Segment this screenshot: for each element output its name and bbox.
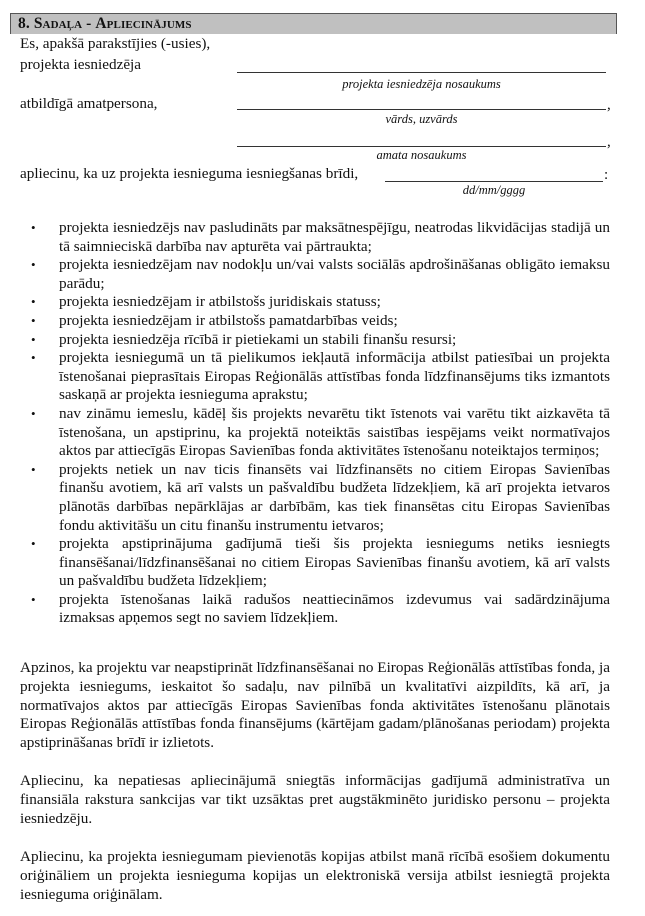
bullet-icon: •: [31, 461, 36, 477]
submission-date-label: apliecinu, ka uz projekta iesnieguma iesniegšanas brīdi,: [20, 165, 359, 182]
intro-line-signatory: Es, apakšā parakstījies (-usies),: [20, 35, 211, 52]
bullet-icon: •: [31, 331, 36, 347]
list-item: • projekta īstenošanas laikā radušos neattiecināmos izdevumus vai sadārdzinājuma izmaksas apņemos segt no saviem līdzekļiem.: [31, 590, 610, 627]
bullet-icon: •: [31, 591, 36, 607]
section-title: [18, 15, 192, 33]
paragraph-copies-declaration: Apliecinu, ka projekta iesniegumam pievienotās kopijas atbilst manā rīcībā esošiem dokumentu oriģināliem un projekta iesnieguma kopijas un elektroniskā versija atbilst iesniegtā projekta iesnieguma oriģinālam.: [20, 848, 610, 903]
paragraph-sanctions-notice: Apliecinu, ka nepatiesas apliecinājumā sniegtās informācijas gadījumā administratīva un finansiāla rakstura sankcijas var tikt uzsāktas pret augstākminēto juridisko personu – projekta iesniedzēju.: [20, 772, 610, 827]
paragraph-rejection-notice: Apzinos, ka projektu var neapstiprināt līdzfinansēšanai no Eiropas Reģionālās attīstības fonda, ja projekta iesniegums, ieskaitot šo sadaļu, nav pilnībā un kvalitatīvi aizpildīts, kā arī, ja normatīvajos aktos par attiecīgās Eiropas Savienības fonda aktivitātes īstenošanu plānotais Eiropas Reģionālās attīstības fonda finansējums (kārtējam gadam/plānošanas periodam) projekta apstiprināšanas brīdī ir izlietots.: [20, 659, 610, 752]
list-item: • projekta iesniegumā un tā pielikumos iekļautā informācija atbilst patiesībai un projekta īstenošanai pieprasītais Eiropas Reģionālās attīstības fonda līdzfinansējums tiks izmantots saskaņā ar projekta iesnieguma aprakstu;: [31, 349, 610, 404]
section-header: [10, 13, 617, 34]
official-name-field[interactable]: [237, 109, 606, 110]
official-label: atbildīgā amatpersona,: [20, 95, 158, 112]
official-position-field[interactable]: [237, 146, 606, 147]
comma: ,: [607, 134, 611, 150]
title-separator: -: [86, 15, 92, 32]
bullet-icon: •: [31, 294, 36, 310]
applicant-label: projekta iesniedzēja: [20, 56, 142, 73]
list-item: • projekta iesniedzējam ir atbilstošs juridiskais statuss;: [31, 293, 381, 311]
bullet-icon: •: [31, 536, 36, 552]
submission-date-caption: dd/mm/gggg: [462, 183, 526, 197]
section-word: Sadaļa: [33, 15, 83, 32]
section-number: 8.: [18, 15, 30, 32]
list-item: • projekta iesniedzēja rīcībā ir pietiekami un stabili finanšu resursi;: [31, 330, 457, 348]
bullet-icon: •: [31, 220, 36, 235]
official-name-caption: vārds, uzvārds: [385, 112, 458, 126]
bullet-icon: •: [31, 312, 36, 328]
comma: ,: [607, 97, 611, 113]
list-item: • projekta iesniedzējam nav nodokļu un/vai valsts sociālās apdrošināšanas obligāto iemaksu parādu;: [31, 256, 610, 292]
section-title-text: Apliecinājums: [95, 15, 192, 32]
colon: :: [604, 167, 609, 183]
submission-date-field[interactable]: [385, 181, 603, 182]
declaration-bullet-list: [28, 219, 610, 628]
list-item: • projekta iesniedzējs nav pasludināts par maksātnespējīgu, neatrodas likvidācijas stadijā un tā saimnieciskā darbība nav apturēta vai pārtraukta;: [31, 219, 610, 255]
list-item: • nav zināmu iemeslu, kādēļ šis projekts nevarētu tikt īstenots vai varētu tikt aizkavēta tā īstenošana, un apstiprinu, ka projektā noteiktās saistības iespējams veikt normatīvajos aktos par attiecīgās Eiropas Savienības fonda aktivitātes īstenošanu noteiktajos termiņos;: [31, 404, 610, 460]
list-item: • projekta iesniedzējam ir atbilstošs pamatdarbības veids;: [31, 311, 398, 329]
official-position-caption: amata nosaukums: [376, 148, 467, 162]
applicant-name-field[interactable]: [237, 72, 606, 73]
applicant-name-caption: projekta iesniedzēja nosaukums: [342, 77, 501, 91]
bullet-icon: •: [31, 405, 36, 421]
bullet-icon: •: [31, 350, 36, 366]
list-item: • projekta apstiprinājuma gadījumā tieši šis projekta iesniegums netiks iesniegts finansēšanai/līdzfinansēšanai no citiem Eiropas Savienības finanšu avotiem, kā arī valsts un pašvaldību budžeta līdzekļiem;: [31, 535, 610, 590]
list-item: • projekts netiek un nav ticis finansēts vai līdzfinansēts no citiem Eiropas Savienības finanšu avotiem, kā arī valsts un pašvaldību budžeta līdzekļiem, kā arī projekta ietvaros plānotās darbības nepārklājas ar darbībām, kas tiek finansētas citu Eiropas Savienības fondu aktivitāšu un citu finanšu instrumentu ietvaros;: [31, 460, 610, 534]
bullet-icon: •: [31, 257, 36, 273]
